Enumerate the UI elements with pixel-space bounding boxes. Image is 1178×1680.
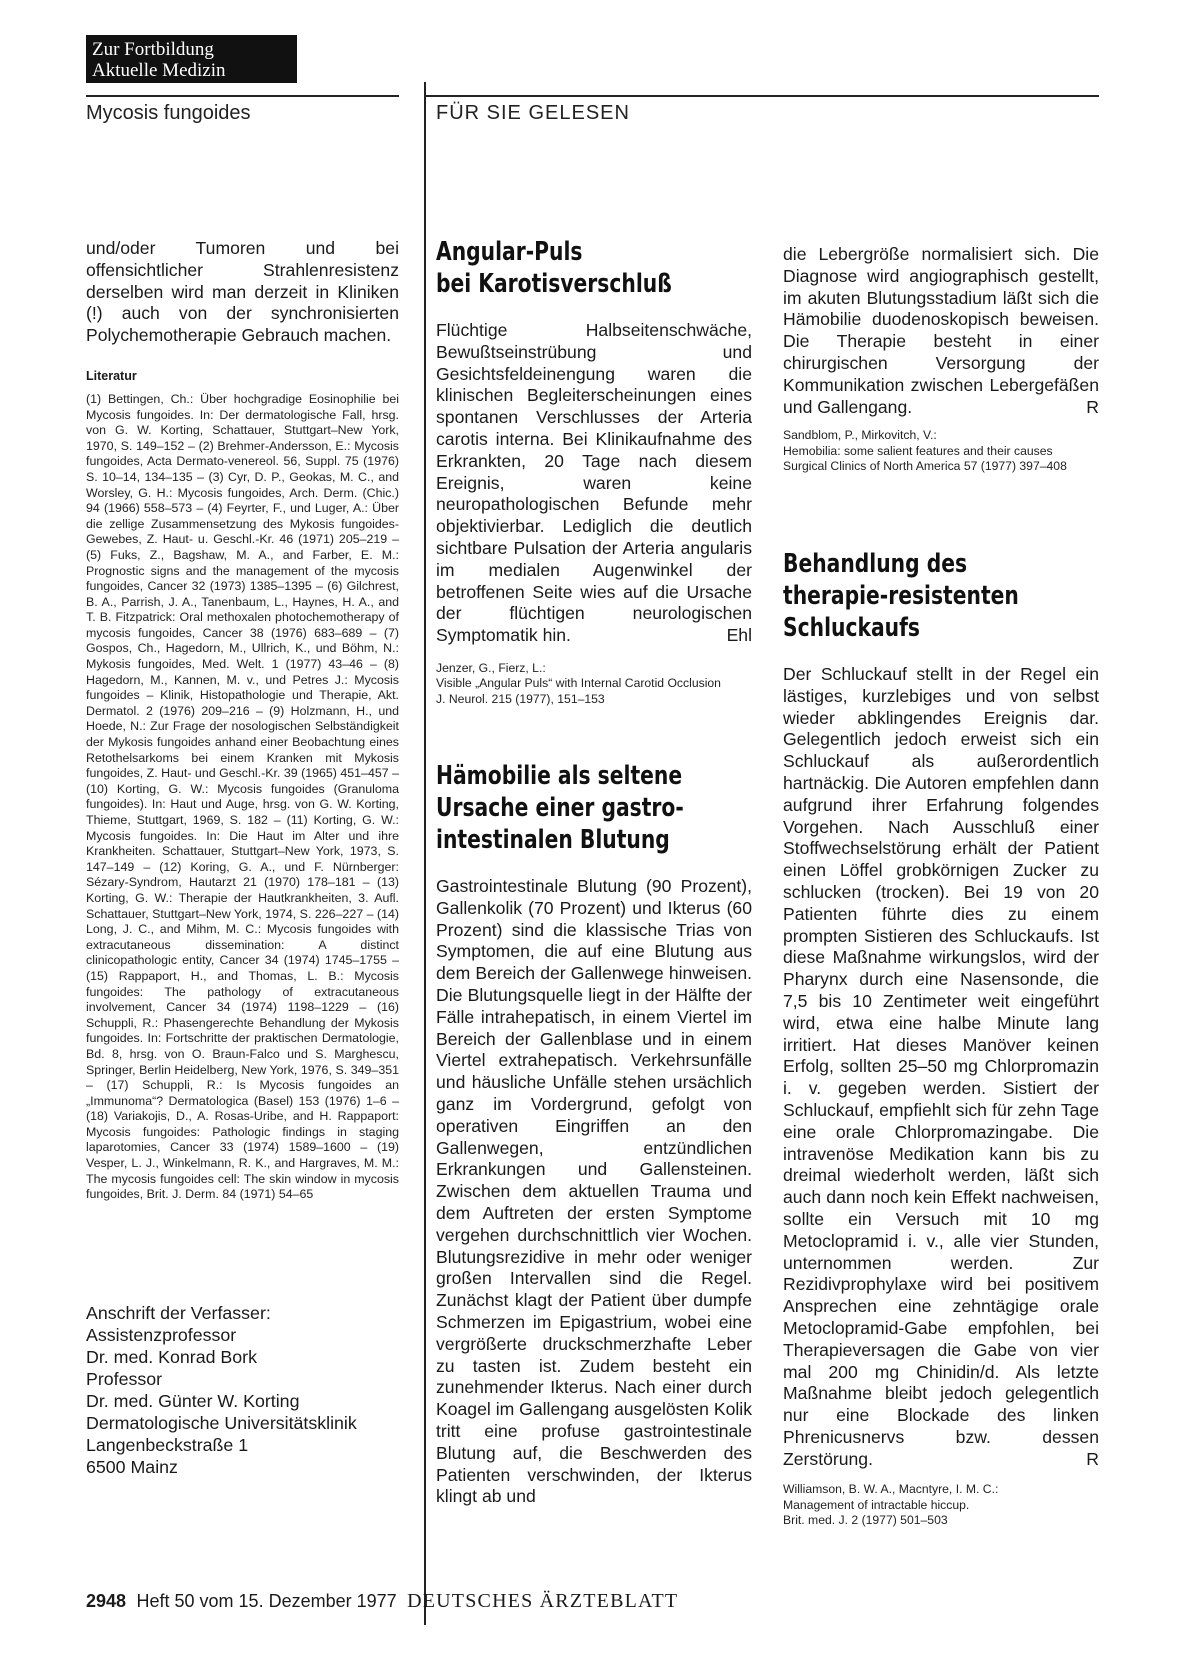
header-rule-right <box>424 95 1099 97</box>
address-line: Assistenzprofessor <box>86 1325 237 1345</box>
article-body: Gastrointestinale Blutung (90 Prozent), Gallenkolik (70 Prozent) und Ikterus (60 Prozent) sind die klassische Trias von Symptomen, die auf eine Blutung aus dem Bereich der Gallenwege hinweisen. Die Blutungsquelle liegt in der Hälfte der Fälle intrahepatisch, in einem Viertel im Bereich der Gallenblase und in einem Viertel extrahepatisch. Verkehrsunfälle und häusliche Unfälle stehen ursächlich ganz im Vordergrund, gefolgt von operativen Eingriffen an den Gallenwegen, entzündlichen Erkrankungen und Gallensteinen. Zwischen dem aktuellen Trauma und dem Auftreten der ersten Symptome vergehen durchschnittlich vier Wochen. Blutungsrezidive in mehr oder weniger großen Intervallen sind die Regel. Zunächst klagt der Patient über dumpfe Schmerzen im Epigastrium, wobei eine vergrößerte druckschmerzhafte Leber zu tasten ist. Zudem besteht ein zunehmender Ikterus. Nach einer durch Koagel im Gallengang ausgelösten Kolik tritt eine profuse gastrointestinale Blutung auf, die Beschwerden des Patienten verschwinden, der Ikterus klingt ab und <box>436 876 752 1507</box>
article-title: therapie-resistenten <box>783 581 1019 611</box>
badge-line-2: Aktuelle Medizin <box>92 60 226 81</box>
section-title-left: Mycosis fungoides <box>86 102 251 124</box>
article-title: bei Karotisverschluß <box>436 269 672 299</box>
article-body <box>783 244 1099 418</box>
author-signature: R <box>1086 396 1099 417</box>
article-body-text: Flüchtige Halbseitenschwäche, Bewußtseinstrübung und Gesichtsfeldeinengung waren die klinischen Begleiterscheinungen eines spontanen Verschlusses der Arteria carotis interna. Bei Klinikaufnahme des Erkrankten, 20 Tage nach diesem Ereignis, waren keine neuropathologischen Befunde mehr objektivierbar. Lediglich die deutlich sichtbare Pulsation der Arteria angularis im medialen Augenwinkel der betroffenen Seite wies auf die Ursache der flüchtigen neurologischen Symptomatik hin. <box>436 320 752 646</box>
article-title: Ursache einer gastro- <box>436 793 684 823</box>
journal-name: DEUTSCHES ÄRZTEBLATT <box>407 1590 679 1612</box>
article-schluckauf <box>783 548 1099 1529</box>
article-body-text: die Lebergröße normalisiert sich. Die Diagnose wird angiographisch gestellt, im akuten Blutungsstadium läßt sich die Hämobilie duodenoskopisch beweisen. Die Therapie besteht in einer chirurgischen Versorgung der Kommunikation zwischen Lebergefäßen und Gallengang. <box>783 244 1099 417</box>
intro-paragraph: und/oder Tumoren und bei offensichtlicher Strahlenresistenz derselben wird man derzeit in Kliniken (!) auch von der synchronisierten Polychemotherapie Gebrauch machen. <box>86 238 399 346</box>
header-rule-left <box>86 95 399 97</box>
address-line: Dr. med. Konrad Bork <box>86 1347 257 1367</box>
article-title: Hämobilie als seltene <box>436 761 683 791</box>
article-body <box>436 320 752 647</box>
article-title: intestinalen Blutung <box>436 825 670 855</box>
left-column <box>86 238 399 1203</box>
page-number: 2948 <box>86 1591 127 1611</box>
citation-authors: Williamson, B. W. A., Macntyre, I. M. C.: <box>783 1482 999 1497</box>
address-line: Anschrift der Verfasser: <box>86 1303 271 1323</box>
article-haemobilie <box>436 760 752 1508</box>
article-title: Behandlung des <box>783 549 968 579</box>
citation-source: Surgical Clinics of North America 57 (1977) 397–408 <box>783 459 1067 474</box>
address-line: Langenbeckstraße 1 <box>86 1435 249 1455</box>
article-title: Schluckaufs <box>783 613 920 643</box>
author-signature: R <box>1086 1448 1099 1469</box>
badge-line-1: Zur Fortbildung <box>92 39 214 60</box>
article-title: Angular-Puls <box>436 237 583 267</box>
column-divider <box>424 82 426 1625</box>
article-angular-puls <box>436 236 752 707</box>
citation-title: Management of intractable hiccup. <box>783 1497 970 1512</box>
article-body-text: Der Schluckauf stellt in der Regel ein lästiges, kurzlebiges und von selbst wieder abklingendes Ereignis dar. Gelegentlich jedoch erweist sich ein Schluckauf als außerordentlich hartnäckig. Die Autoren empfehlen dann aufgrund ihrer Erfahrung folgendes Vorgehen. Nach Ausschluß einer Stoffwechselstörung erhält der Patient einen Löffel grobkörnigen Zucker zu schlucken (trocken). Bei 19 von 20 Patienten führte dies zu einem prompten Sistieren des Schluckaufs. Ist diese Maßnahme wirkungslos, wird der Pharynx durch eine Nasensonde, die 7,5 bis 10 Zentimeter weit eingeführt wird, etwa eine halbe Minute lang irritiert. Hat dieses Manöver keinen Erfolg, sollten 25–50 mg Chlorpromazin i. v. gegeben werden. Sistiert der Schluckauf, empfiehlt sich für zehn Tage eine orale Chlorpromazingabe. Die intravenöse Medikation kann bis zu dreimal wiederholt werden, läßt sich auch dann noch kein Effekt nachweisen, sollte ein Versuch mit 10 mg Metoclopramid i. v., alle vier Stunden, unternommen werden. Zur Rezidivprophylaxe wird bei positivem Ansprechen eine zehntägige orale Metoclopramid-Gabe empfohlen, bei Therapieversagen die Gabe von vier mal 200 mg Chinidin/d. Als letzte Maßnahme bleibt jedoch gelegentlich nur eine Blockade des linken Phrenicusnervs bzw. dessen Zerstörung. <box>783 664 1099 1469</box>
article-body <box>783 664 1099 1470</box>
citation-source: Brit. med. J. 2 (1977) 501–503 <box>783 1513 948 1528</box>
section-title-right: FÜR SIE GELESEN <box>436 102 630 124</box>
address-line: Dermatologische Universitätsklinik <box>86 1413 357 1433</box>
issue-info: Heft 50 vom 15. Dezember 1977 <box>136 1591 397 1611</box>
citation-authors: Sandblom, P., Mirkovitch, V.: <box>783 428 937 443</box>
page-footer <box>86 1590 678 1613</box>
citation-source: J. Neurol. 215 (1977), 151–153 <box>436 691 605 706</box>
literature-title: Literatur <box>86 368 137 383</box>
section-badge <box>86 35 297 83</box>
citation-authors: Jenzer, G., Fierz, L.: <box>436 660 546 675</box>
author-signature: Ehl <box>726 625 752 646</box>
literature-list: (1) Bettingen, Ch.: Über hochgradige Eosinophilie bei Mycosis fungoides. In: Der dermatologische Fall, hrsg. von G. W. Korting, Schattauer, Stuttgart–New York, 1970, S. 149–152 – (2) Brehmer-Andersson, E.: Mycosis fungoides, Acta Dermato-venereol. 56, Suppl. 75 (1976) S. 10–14, 134–135 – (3) Cyr, D. P., Geokas, M. C., and Worsley, G. H.: Mycosis fungoides, Arch. Derm. (Chic.) 94 (1966) 558–573 – (4) Feyrter, F., und Luger, A.: Über die zellige Zusammensetzung des Mykosis fungoides-Gewebes, Z. Haut- u. Geschl.-Kr. 46 (1971) 205–219 – (5) Fuks, Z., Bagshaw, M. A., and Farber, E. M.: Prognostic signs and the management of the mycosis fungoides, Cancer 32 (1973) 1385–1395 – (6) Gilchrest, B. A., Parrish, J. A., Tanenbaum, L., Haynes, H. A., and T. B. Fitzpatrick: Oral methoxalen photochemotherapy of mycosis fungoides, Cancer 38 (1976) 683–689 – (7) Gospos, Ch., Hagedorn, M., Ullrich, K., und Böhm, N.: Mykosis fungoides, Med. Welt. 1 (1977) 43–46 – (8) Hagedorn, M., Kannen, M. v., und Petres J.: Mycosis fungoides – Klinik, Histopathologie und Therapie, Akt. Dermatol. 2 (1976) 209–216 – (9) Holzmann, H., und Hoede, N.: Zur Frage der nosologischen Selbständigkeit der Mykosis fungoides anhand einer Beobachtung eines Retothelsarkoms bei einem Kranken mit Mykosis fungoides, Z. Haut- und Geschl.-Kr. 39 (1965) 451–457 – (10) Korting, G. W.: Mycosis fungoides (Granuloma fungoides). In: Haut und Auge, hrsg. von G. W. Korting, Thieme, Stuttgart, 1969, S. 182 – (11) Korting, G. W.: Mycosis fungoides. In: Die Haut im Alter und ihre Krankheiten. Schattauer, Stuttgart–New York, 1973, S. 147–149 – (12) Koring, G. A., und F. Nürnberger: Sézary-Syndrom, Hautarzt 21 (1970) 178–181 – (13) Korting, G. W.: Therapie der Hautkrankheiten, 3. Aufl. Schattauer, Stuttgart–New York, 1974, S. 226–227 – (14) Long, J. C., and Mihm, M. C.: Mycosis fungoides with extracutaneous dissemination: A distinct clinicopathologic entity, Cancer 34 (1974) 1745–1755 – (15) Rappaport, H., and Thomas, L. B.: Mycosis fungoides: The pathology of extracutaneous involvement, Cancer 34 (1974) 1198–1229 – (16) Schuppli, R.: Phasengerechte Behandlung der Mykosis fungoides. In: Fortschritte der praktischen Dermatologie, Bd. 8, hrsg. von O. Braun-Falco und S. Marghescu, Springer, Berlin Heidelberg, New York, 1976, S. 349–351 – (17) Schuppli, R.: Is Mycosis fungoides an „Immunoma“? Dermatologica (Basel) 153 (1976) 1–6 – (18) Variakojis, D., A. Rosas-Uribe, and H. Rappaport: Mycosis fungoides: Pathologic findings in staging laparotomies, Cancer 33 (1974) 1589–1600 – (19) Vesper, L. J., Winkelmann, R. K., and Hargraves, M. M.: The mycosis fungoides cell: The skin window in mycosis fungoides, Brit. J. Derm. 84 (1971) 54–65 <box>86 391 399 1202</box>
address-line: 6500 Mainz <box>86 1457 178 1477</box>
author-address <box>86 1302 399 1478</box>
article-haemobilie-continued <box>783 244 1099 475</box>
citation-title: Hemobilia: some salient features and their causes <box>783 443 1053 458</box>
address-line: Professor <box>86 1369 163 1389</box>
address-line: Dr. med. Günter W. Korting <box>86 1391 300 1411</box>
citation-title: Visible „Angular Puls“ with Internal Carotid Occlusion <box>436 676 721 691</box>
